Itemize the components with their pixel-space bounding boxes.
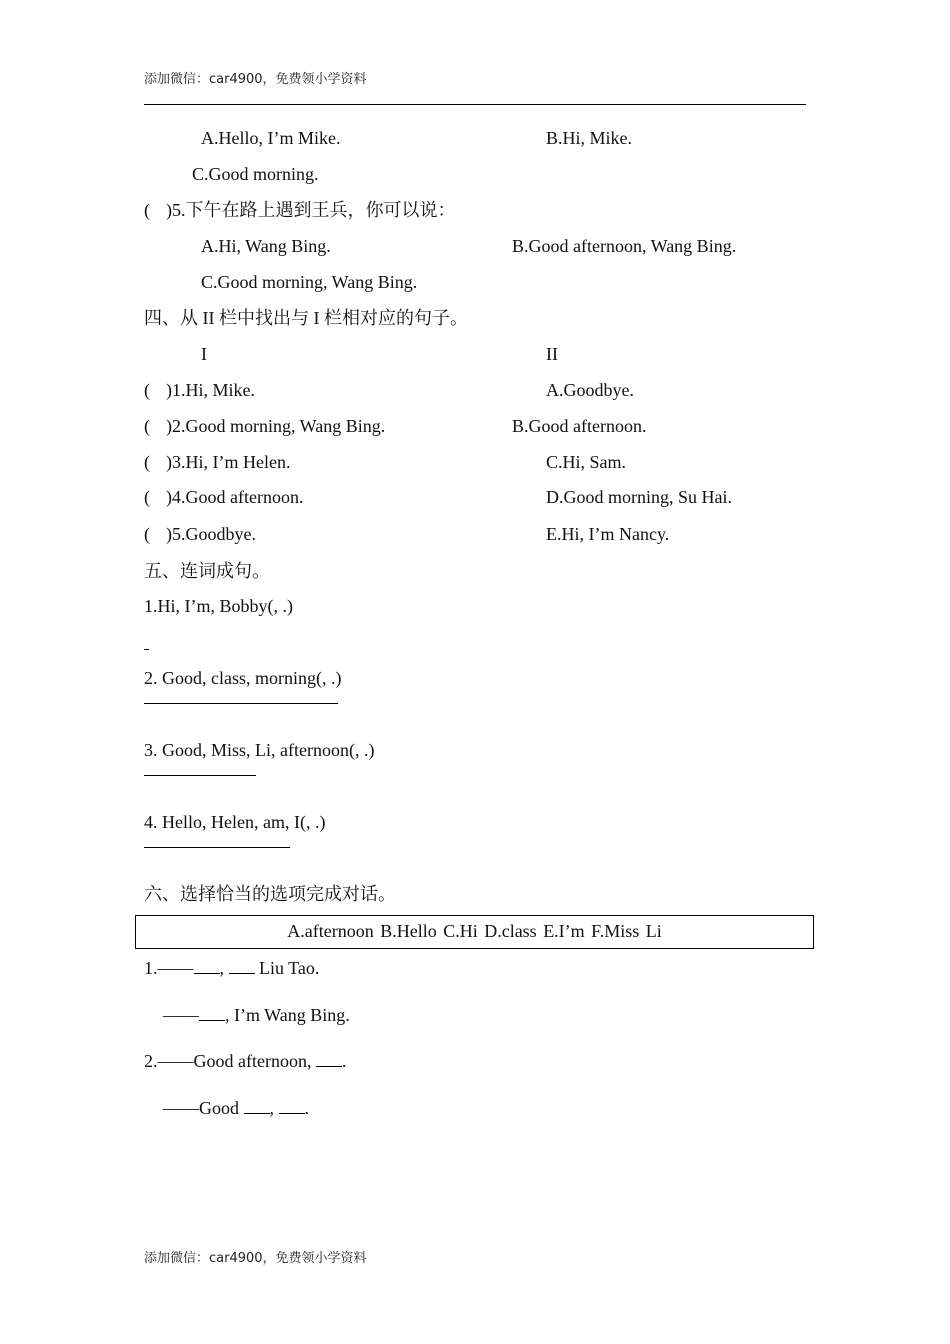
q5-option-b: B.Good afternoon, Wang Bing. bbox=[512, 236, 737, 256]
section5-title: 五、连词成句。 bbox=[144, 561, 270, 581]
q4-option-c: C.Good morning. bbox=[192, 164, 319, 184]
dialogue1-line1 bbox=[144, 955, 319, 979]
section4-col2-header: II bbox=[546, 344, 558, 364]
section4-item5-paren: ( bbox=[144, 524, 150, 544]
dialogue1-line2-suffix: , I’m Wang Bing. bbox=[225, 1005, 350, 1025]
section5-item1: 1.Hi, I’m, Bobby(, .) bbox=[144, 596, 293, 616]
page-header: 添加微信：car4900，免费领小学资料 bbox=[144, 72, 367, 87]
answer-line-3 bbox=[144, 775, 256, 776]
section4-item4: )4.Good afternoon. bbox=[166, 487, 304, 507]
q5-stem: )5.下午在路上遇到王兵，你可以说： bbox=[166, 200, 456, 220]
blank-1[interactable] bbox=[194, 955, 220, 974]
section5-item2: 2. Good, class, morning(, .) bbox=[144, 668, 342, 688]
dialogue2-line2-prefix: ——Good bbox=[163, 1098, 244, 1118]
blank-3[interactable] bbox=[199, 1002, 225, 1021]
section4-item2-paren: ( bbox=[144, 416, 150, 436]
dialogue2-line2-suffix: . bbox=[304, 1098, 309, 1118]
section4-match-e: E.Hi, I’m Nancy. bbox=[546, 524, 670, 544]
section5-item3: 3. Good, Miss, Li, afternoon(, .) bbox=[144, 740, 375, 760]
section4-match-d: D.Good morning, Su Hai. bbox=[546, 487, 732, 507]
answer-line-2 bbox=[144, 703, 338, 704]
section4-item1-paren: ( bbox=[144, 380, 150, 400]
section4-col1-header: I bbox=[201, 344, 207, 364]
dialogue2-line1 bbox=[144, 1048, 346, 1072]
dialogue1-line1-suffix: Liu Tao. bbox=[254, 958, 320, 978]
dialogue2-line2-sep: , bbox=[269, 1098, 279, 1118]
header-rule bbox=[144, 104, 806, 105]
dialogue1-line1-sep: , bbox=[219, 958, 229, 978]
section4-match-c: C.Hi, Sam. bbox=[546, 452, 627, 472]
q4-option-a: A.Hello, I’m Mike. bbox=[201, 128, 341, 148]
dialogue2-line1-suffix: . bbox=[341, 1051, 347, 1071]
section4-item5: )5.Goodbye. bbox=[166, 524, 256, 544]
dialogue1-line1-prefix: 1.—— bbox=[144, 958, 194, 978]
dialogue2-line2 bbox=[163, 1095, 309, 1119]
blank-4[interactable] bbox=[316, 1048, 342, 1067]
dialogue2-line1-prefix: 2.——Good afternoon, bbox=[144, 1051, 316, 1071]
blank-2[interactable] bbox=[229, 955, 255, 974]
section4-item1: )1.Hi, Mike. bbox=[166, 380, 255, 400]
section4-item3-paren: ( bbox=[144, 452, 150, 472]
section6-title: 六、选择恰当的选项完成对话。 bbox=[144, 884, 396, 904]
q4-option-b: B.Hi, Mike. bbox=[546, 128, 633, 148]
dialogue1-line2 bbox=[163, 1002, 350, 1026]
section4-match-b: B.Good afternoon. bbox=[512, 416, 647, 436]
answer-line-1 bbox=[144, 649, 149, 650]
blank-5[interactable] bbox=[244, 1095, 270, 1114]
blank-6[interactable] bbox=[279, 1095, 305, 1114]
section4-title: 四、从 II 栏中找出与 I 栏相对应的句子。 bbox=[144, 308, 468, 328]
section4-match-a: A.Goodbye. bbox=[546, 380, 634, 400]
page-footer: 添加微信：car4900，免费领小学资料 bbox=[144, 1251, 367, 1266]
section4-item2: )2.Good morning, Wang Bing. bbox=[166, 416, 386, 436]
section5-item4: 4. Hello, Helen, am, I(, .) bbox=[144, 812, 326, 832]
word-bank-box bbox=[135, 915, 814, 949]
dialogue1-line2-prefix: —— bbox=[163, 1005, 199, 1025]
word-bank: A.afternoon B.Hello C.Hi D.class E.I’m F.Miss Li bbox=[287, 921, 662, 941]
q5-paren: ( bbox=[144, 200, 150, 220]
q5-option-a: A.Hi, Wang Bing. bbox=[201, 236, 331, 256]
section4-item3: )3.Hi, I’m Helen. bbox=[166, 452, 291, 472]
section4-item4-paren: ( bbox=[144, 487, 150, 507]
q5-option-c: C.Good morning, Wang Bing. bbox=[201, 272, 418, 292]
answer-line-4 bbox=[144, 847, 290, 848]
